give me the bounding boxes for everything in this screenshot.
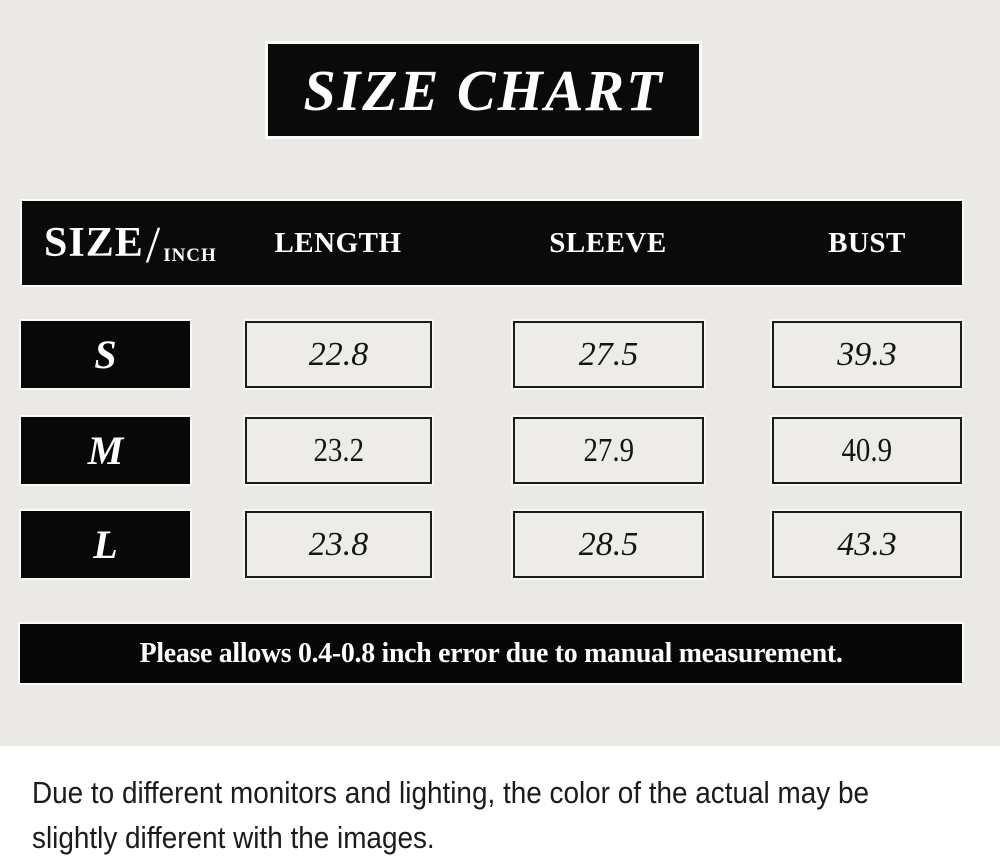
size-header-label: SIZE: [44, 220, 144, 266]
disclaimer-line-1: Due to different monitors and lighting, the color of the actual may be: [32, 775, 869, 810]
color-disclaimer: [32, 770, 869, 860]
column-header-bust: BUST: [828, 226, 906, 259]
length-value: 23.2: [313, 431, 364, 469]
length-cell-m: [245, 417, 432, 484]
length-value: 23.8: [308, 525, 369, 563]
disclaimer-line-2: slightly different with the images.: [32, 820, 435, 855]
sleeve-value: 27.5: [578, 335, 639, 373]
size-chart-title-box: [268, 44, 699, 136]
size-cell-s: [21, 321, 190, 388]
bust-cell-l: [772, 511, 962, 578]
unit-label: INCH: [163, 245, 217, 266]
size-cell-m: [21, 417, 190, 484]
page-title: SIZE CHART: [303, 57, 664, 123]
sleeve-value: 28.5: [578, 525, 639, 563]
bust-value: 40.9: [841, 431, 893, 469]
column-header-sleeve: SLEEVE: [549, 226, 667, 259]
sleeve-cell-l: [513, 511, 704, 578]
tolerance-note: Please allows 0.4-0.8 inch error due to manual measurement.: [139, 637, 843, 669]
bust-value: 43.3: [837, 525, 897, 563]
length-value: 22.8: [308, 335, 369, 373]
tolerance-note-bar: [20, 624, 962, 683]
size-letter: M: [87, 428, 124, 473]
size-letter: L: [93, 522, 118, 567]
bust-value: 39.3: [837, 335, 897, 373]
size-unit-header: [44, 201, 217, 285]
size-cell-l: [21, 511, 190, 578]
sleeve-cell-s: [513, 321, 704, 388]
bottom-disclaimer-area: [0, 746, 1000, 862]
bust-cell-s: [772, 321, 962, 388]
sleeve-value: 27.9: [583, 431, 634, 469]
length-cell-l: [245, 511, 432, 578]
column-header-length: LENGTH: [274, 226, 402, 259]
table-header-bar: [22, 201, 962, 285]
sleeve-cell-m: [513, 417, 704, 484]
slash-separator: /: [145, 216, 161, 274]
bust-cell-m: [772, 417, 962, 484]
size-letter: S: [94, 332, 117, 377]
length-cell-s: [245, 321, 432, 388]
